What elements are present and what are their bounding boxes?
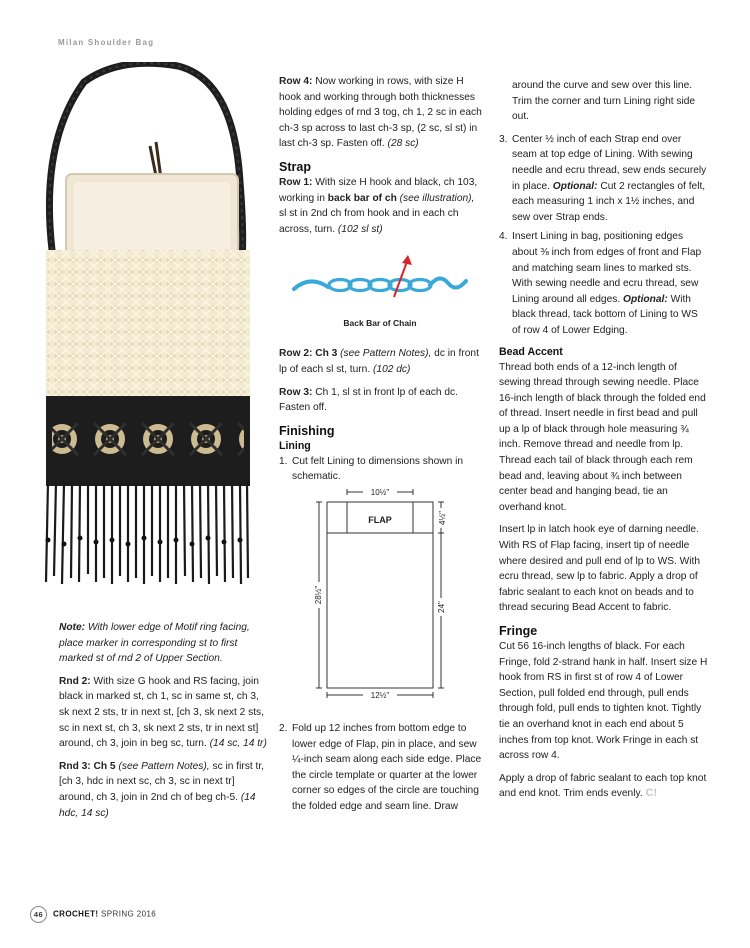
- lining-step-3: 3. Center ½ inch of each Strap end over seam at top edge of Lining. With sewing needle and ecru thread, sew ends securely in place. Optional: Cut 2 rectangles of felt, each measuring 1 inch x 1½ inches, and sew over Strap ends.: [499, 133, 707, 223]
- column-middle: [279, 74, 484, 818]
- bead-accent-heading: Bead Accent: [499, 345, 563, 358]
- row4-paragraph: Row 4: Now working in rows, with size H hook and working through both thicknesses holding edges of rnd 3 tog, ch 1, 2 sc in each ch-3 sp across to last ch-3 sp, (2 sc, sl st) in last ch-3 sp. Fasten off. (28 sc): [279, 76, 482, 150]
- lining-heading: Lining: [279, 439, 311, 452]
- schematic-flap-label: FLAP: [368, 515, 392, 525]
- lining-continued: around the curve and sew over this line. Trim the corner and turn Lining right side out.: [512, 80, 696, 123]
- fringe-paragraph-1: Cut 56 16-inch lengths of black. For each Fringe, fold 2-strand hank in half. Insert size H hook from RS in first st of row 4 of Lower Section, pull folded end through, pull ends through fold, pull ends to tighten knot. Tightly tie an overhand knot in each end about 5 inches from top knot. Work Fringe in each st across row 4.: [499, 641, 708, 762]
- schematic-flap-height: 4½": [438, 511, 447, 525]
- finishing-heading: Finishing: [279, 423, 335, 438]
- rnd3-paragraph: Rnd 3: Ch 5 (see Pattern Notes), sc in first tr, [ch 3, hdc in next sc, ch 3, sc in next tr] around, ch 3, join in 2nd ch of beg ch-5. (14 hdc, 14 sc): [59, 760, 264, 819]
- fringe-heading: Fringe: [499, 624, 538, 638]
- crochet-bag-photo: [38, 62, 250, 592]
- column-left: [59, 620, 269, 828]
- column-right: [499, 78, 709, 809]
- schematic-total-height: 28½": [314, 585, 323, 605]
- lining-schematic: [305, 478, 455, 700]
- running-title: Milan Shoulder Bag: [58, 38, 155, 47]
- fringe-paragraph-2: Apply a drop of fabric sealant to each top knot and end knot. Trim ends evenly. C!: [499, 772, 707, 800]
- schematic-top-width: 10½": [370, 488, 390, 497]
- strap-row1-paragraph: Row 1: With size H hook and black, ch 103, working in back bar of ch (see illustration), sl st in 2nd ch from hook and in each ch across, turn. (102 sl st): [279, 176, 478, 235]
- rnd2-paragraph: Rnd 2: With size G hook and RS facing, join black in marked st, ch 1, sc in same st, ch 3, sk next 2 sts, tr in next st, [ch 3, sk next 2 sts, sc in next st, ch 3, sk next 2 sts, tr in next st] around, ch 3, join in beg sc, turn. (14 sc, 14 tr): [59, 675, 267, 750]
- lining-steps-c: [499, 132, 709, 339]
- lining-step-1: 1. Cut felt Lining to dimensions shown in schematic.: [279, 455, 464, 483]
- note-paragraph: Note: With lower edge of Motif ring facing, place marker in corresponding st to first marked st of rnd 2 of Upper Section.: [59, 622, 250, 665]
- lining-steps-b: [279, 721, 484, 815]
- magazine-name: CROCHET!: [53, 909, 99, 919]
- illustration-caption: Back Bar of Chain: [343, 318, 417, 328]
- end-mark: C!: [645, 787, 658, 800]
- strap-row3-paragraph: Row 3: Ch 1, sl st in front lp of each dc. Fasten off.: [279, 386, 458, 414]
- schematic-bottom-width: 12½": [370, 691, 390, 700]
- page-footer: [30, 906, 156, 923]
- page-number: 46: [30, 906, 47, 923]
- lining-step-4: 4. Insert Lining in bag, positioning edges about ⅜ inch from edges of front and Flap and matching seam lines to marked sts. With sewing needle and ecru thread, sew Lining around all edges. Optional: With black thread, tack bottom of Lining to WS of row 4 of Lower Edging.: [499, 231, 702, 336]
- strap-heading: Strap: [279, 159, 311, 174]
- bead-paragraph-1: Thread both ends of a 12-inch length of sewing thread through sewing needle. Place 16-inch length of black through the folded end of thread. Insert needle in first bead and pull up a lp of black through hole measuring ¾ inch. Remove thread and needle from lp. Thread each tail of black through each rem bead and, leaving about ¾ inch between center bead and hanging bead, tie an overhand knot.: [499, 361, 706, 513]
- bead-paragraph-2: Insert lp in latch hook eye of darning needle. With RS of Flap facing, insert tip of needle where desired and pull end of lp to WS. With ecru thread, sew lp to fabric. Apply a drop of fabric sealant to each knot on beads and to thread securing Bead Accent to fabric.: [499, 524, 701, 614]
- strap-row2-paragraph: Row 2: Ch 3 (see Pattern Notes), dc in front lp of each sl st, turn. (102 dc): [279, 348, 479, 375]
- issue-label: SPRING 2016: [101, 909, 157, 919]
- lining-step-2: 2. Fold up 12 inches from bottom edge to lower edge of Flap, pin in place, and sew ¼-inch seam along each side edge. Place the circle template or quarter at the lower corner so edges of the circle are touching the folded edge and seam line. Draw: [279, 722, 482, 812]
- schematic-body-height: 24": [437, 601, 446, 613]
